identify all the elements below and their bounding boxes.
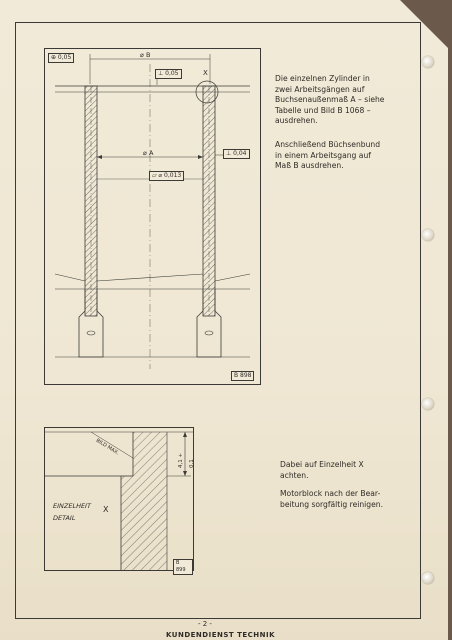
binder-hole <box>422 572 434 584</box>
position-tolerance-tag: ⊕ 0,05 <box>48 53 74 63</box>
text-line: ausdrehen. <box>275 116 318 126</box>
text-line: zwei Arbeitsgängen auf <box>275 84 365 94</box>
cylinder-drawing <box>45 49 260 384</box>
dimension-b-label: ⌀ B <box>140 51 151 59</box>
text-line: Dabei auf Einzelheit X <box>280 460 364 469</box>
page-number: - 2 - <box>198 620 212 628</box>
figure-reference: B 899 <box>173 559 193 575</box>
detail-label-line1: EINZELHEIT <box>53 502 91 510</box>
text-line: Die einzelnen Zylinder in <box>275 74 370 83</box>
figure-detail-x <box>44 427 194 571</box>
binder-hole <box>422 56 434 68</box>
text-line: Maß B ausdrehen. <box>275 161 344 171</box>
text-line: Buchsenaußenmaß A – siehe <box>275 95 385 105</box>
figure-cylinder-section <box>44 48 261 385</box>
angle-label: BILD MAX. <box>94 437 120 457</box>
text-line: Motorblock nach der Bear- <box>280 489 381 498</box>
detail-label-line2: DETAIL <box>53 514 76 522</box>
flatness-tag: ▱ ⌀ 0,013 <box>149 171 184 181</box>
perpendicularity-top-tag: ⊥ 0,05 <box>155 69 182 79</box>
perpendicularity-right-tag: ⊥ 0,04 <box>223 149 250 159</box>
folded-corner <box>400 0 448 48</box>
instruction-block-1 <box>275 74 415 127</box>
text-line: in einem Arbeitsgang auf <box>275 150 371 160</box>
figure-reference: B 898 <box>231 371 254 381</box>
instruction-block-4 <box>280 489 415 510</box>
detail-x-mark: X <box>103 505 109 514</box>
instruction-block-2 <box>275 140 415 172</box>
dimension-a-label: ⌀ A <box>143 149 154 157</box>
text-line: Anschließend Büchsenbund <box>275 140 381 149</box>
instruction-block-3 <box>280 460 415 481</box>
binder-hole <box>422 398 434 410</box>
text-line: Tabelle und Bild B 1068 – <box>275 105 371 115</box>
detail-x-mark: X <box>203 69 208 77</box>
text-line: achten. <box>280 470 309 480</box>
text-line: beitung sorgfältig reinigen. <box>280 499 383 509</box>
depth-dimension-label: 4,1 + 0,1 <box>178 452 195 468</box>
binder-hole <box>422 229 434 241</box>
footer-title: KUNDENDIENST TECHNIK <box>166 631 276 639</box>
